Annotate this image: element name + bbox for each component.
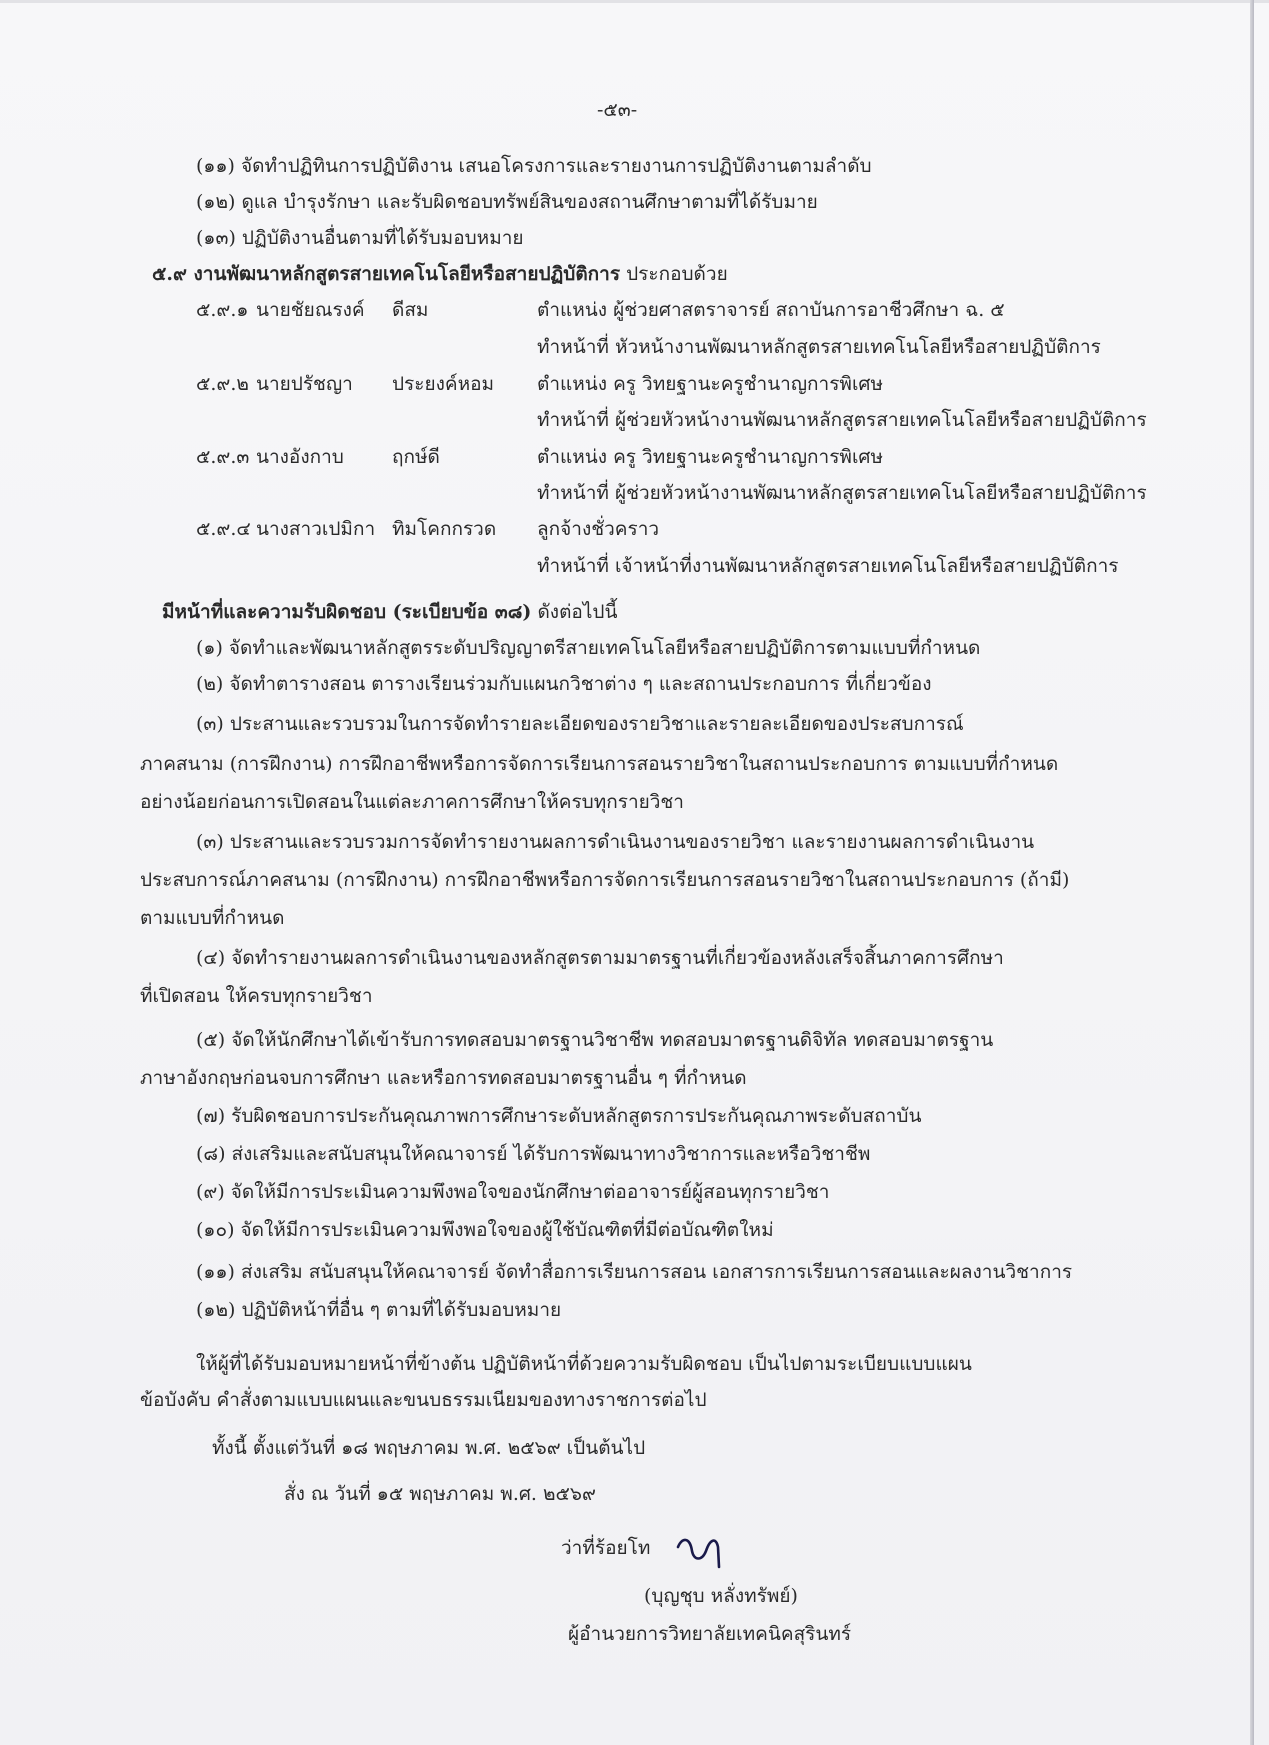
member-number: ๕.๙.๔ (196, 518, 251, 540)
duty-item-3a-line3: อย่างน้อยก่อนการเปิดสอนในแต่ละภาคการศึกษาให้ครบทุกรายวิชา (140, 791, 684, 813)
duty-item-9: (๙) จัดให้มีการประเมินความพึงพอใจของนักศึกษาต่ออาจารย์ผู้สอนทุกรายวิชา (196, 1181, 830, 1203)
duty-item-4-line1: (๔) จัดทำรายงานผลการดำเนินงานของหลักสูตรตามมาตรฐานที่เกี่ยวข้องหลังเสร็จสิ้นภาคการศึกษา (196, 947, 1004, 969)
section-heading (152, 260, 728, 288)
prev-item-12: (๑๒) ดูแล บำรุงรักษา และรับผิดชอบทรัพย์สินของสถานศึกษาตามที่ได้รับมาย (196, 191, 818, 213)
duty-item-2: (๒) จัดทำตารางสอน ตารางเรียนร่วมกับแผนกวิชาต่าง ๆ และสถานประกอบการ ที่เกี่ยวข้อง (196, 673, 932, 695)
order-date: สั่ง ณ วันที่ ๑๕ พฤษภาคม พ.ศ. ๒๕๖๙ (284, 1483, 596, 1505)
section-heading-suffix: ประกอบด้วย (626, 263, 728, 285)
signer-title: ผู้อำนวยการวิทยาลัยเทคนิคสุรินทร์ (568, 1623, 852, 1645)
signer-name: (บุญชุบ หลั่งทรัพย์) (644, 1585, 798, 1607)
member-position: ตำแหน่ง ครู วิทยฐานะครูชำนาญการพิเศษ (537, 446, 884, 468)
member-position: ตำแหน่ง ผู้ช่วยศาสตราจารย์ สถาบันการอาชีวศึกษา ฉ. ๕ (537, 299, 1005, 321)
duty-item-5-line1: (๕) จัดให้นักศึกษาได้เข้ารับการทดสอบมาตรฐานวิชาชีพ ทดสอบมาตรฐานดิจิทัล ทดสอบมาตรฐาน (196, 1029, 994, 1051)
duty-item-4-line2: ที่เปิดสอน ให้ครบทุกรายวิชา (140, 985, 373, 1007)
duty-item-3b-line3: ตามแบบที่กำหนด (140, 907, 285, 929)
member-number: ๕.๙.๒ (196, 373, 249, 395)
duty-item-3a-line1: (๓) ประสานและรวบรวมในการจัดทำรายละเอียดของรายวิชาและรายละเอียดของประสบการณ์ (196, 713, 964, 735)
member-position: ลูกจ้างชั่วคราว (537, 518, 660, 540)
member-duty: ทำหน้าที่ ผู้ช่วยหัวหน้างานพัฒนาหลักสูตรสายเทคโนโลยีหรือสายปฏิบัติการ (537, 482, 1147, 504)
signer-rank: ว่าที่ร้อยโท (561, 1537, 651, 1559)
handwritten-signature (672, 1527, 742, 1573)
member-first-name: นางสาวเปมิกา (256, 518, 376, 540)
member-first-name: นายปรัชญา (256, 373, 353, 395)
prev-item-13: (๑๓) ปฏิบัติงานอื่นตามที่ได้รับมอบหมาย (196, 227, 524, 249)
duty-item-12: (๑๒) ปฏิบัติหน้าที่อื่น ๆ ตามที่ได้รับมอบหมาย (196, 1299, 562, 1321)
member-number: ๕.๙.๑ (196, 299, 249, 321)
member-last-name: ดีสม (392, 299, 429, 321)
member-first-name: นางอังกาบ (256, 446, 344, 468)
duty-item-3a-line2: ภาคสนาม (การฝึกงาน) การฝึกอาชีพหรือการจัดการเรียนการสอนรายวิชาในสถานประกอบการ ตามแบบที่กำหนด (140, 753, 1059, 775)
member-position: ตำแหน่ง ครู วิทยฐานะครูชำนาญการพิเศษ (537, 373, 884, 395)
page-right-edge (1250, 0, 1254, 1745)
closing-paragraph-line1: ให้ผู้ที่ได้รับมอบหมายหน้าที่ข้างต้น ปฏิบัติหน้าที่ด้วยความรับผิดชอบ เป็นไปตามระเบียบแบบแผน (196, 1353, 972, 1375)
duty-item-11: (๑๑) ส่งเสริม สนับสนุนให้คณาจารย์ จัดทำสื่อการเรียนการสอน เอกสารการเรียนการสอนและผลงานวิชาการ (196, 1261, 1073, 1283)
duty-item-7: (๗) รับผิดชอบการประกันคุณภาพการศึกษาระดับหลักสูตรการประกันคุณภาพระดับสถาบัน (196, 1105, 922, 1127)
member-last-name: ประยงค์หอม (392, 373, 495, 395)
duties-heading-rest: ดังต่อไปนี้ (537, 601, 618, 623)
member-number: ๕.๙.๓ (196, 446, 250, 468)
duty-item-1: (๑) จัดทำและพัฒนาหลักสูตรระดับปริญญาตรีสายเทคโนโลยีหรือสายปฏิบัติการตามแบบที่กำหนด (196, 637, 981, 659)
duty-item-3b-line2: ประสบการณ์ภาคสนาม (การฝึกงาน) การฝึกอาชีพหรือการจัดการเรียนการสอนรายวิชาในสถานประกอบการ (ถ้ามี) (140, 869, 1070, 891)
member-last-name: ทิมโคกกรวด (392, 518, 497, 540)
member-first-name: นายชัยณรงค์ (256, 299, 365, 321)
member-duty: ทำหน้าที่ หัวหน้างานพัฒนาหลักสูตรสายเทคโนโลยีหรือสายปฏิบัติการ (537, 336, 1101, 358)
member-last-name: ฤกษ์ดี (392, 446, 440, 468)
duty-item-8: (๘) ส่งเสริมและสนับสนุนให้คณาจารย์ ได้รับการพัฒนาทางวิชาการและหรือวิชาชีพ (196, 1143, 871, 1165)
page-number: -๕๓- (597, 99, 638, 121)
duty-item-10: (๑๐) จัดให้มีการประเมินความพึงพอใจของผู้ใช้บัณฑิตที่มีต่อบัณฑิตใหม่ (196, 1219, 774, 1241)
duty-item-3b-line1: (๓) ประสานและรวบรวมการจัดทำรายงานผลการดำเนินงานของรายวิชา และรายงานผลการดำเนินงาน (196, 831, 1035, 853)
duty-item-5-line2: ภาษาอังกฤษก่อนจบการศึกษา และหรือการทดสอบมาตรฐานอื่น ๆ ที่กำหนด (140, 1067, 747, 1089)
closing-paragraph-line2: ข้อบังคับ คำสั่งตามแบบแผนและขนบธรรมเนียมของทางราชการต่อไป (140, 1389, 707, 1411)
duties-heading (162, 598, 617, 626)
duties-heading-bold: มีหน้าที่และความรับผิดชอบ (ระเบียบข้อ ๓๘) (162, 601, 532, 623)
page-top-edge (0, 0, 1269, 3)
prev-item-11: (๑๑) จัดทำปฏิทินการปฏิบัติงาน เสนอโครงการและรายงานการปฏิบัติงานตามลำดับ (196, 155, 872, 177)
section-heading-title: ๕.๙ งานพัฒนาหลักสูตรสายเทคโนโลยีหรือสายปฏิบัติการ (152, 263, 621, 285)
effective-date: ทั้งนี้ ตั้งแต่วันที่ ๑๘ พฤษภาคม พ.ศ. ๒๕๖๙ เป็นต้นไป (212, 1437, 646, 1459)
member-duty: ทำหน้าที่ เจ้าหน้าที่งานพัฒนาหลักสูตรสายเทคโนโลยีหรือสายปฏิบัติการ (537, 555, 1119, 577)
member-duty: ทำหน้าที่ ผู้ช่วยหัวหน้างานพัฒนาหลักสูตรสายเทคโนโลยีหรือสายปฏิบัติการ (537, 409, 1147, 431)
